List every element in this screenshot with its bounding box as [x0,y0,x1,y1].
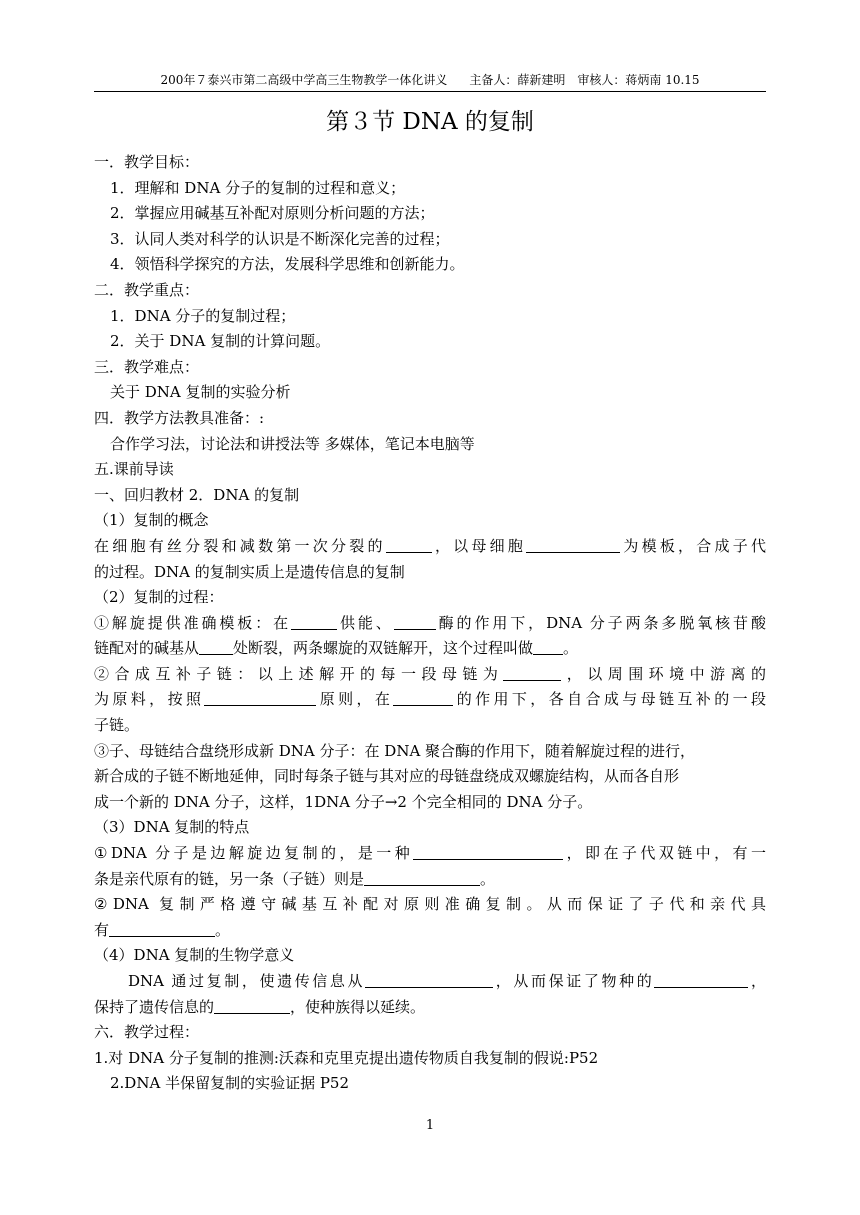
text-line: ①解旋提供准确模板：在 供能、 酶的作用下，DNA 分子两条多脱氧核苷酸 [94,613,766,632]
header-course: 200年７泰兴市第二高级中学高三生物教学一体化讲义 [160,73,448,87]
difficulty-text: 关于 DNA 复制的实验分析 [110,383,291,402]
page-header [94,71,766,91]
text-line: ②合成互补子链：以上述解开的每一段母链为 ，以周围环境中游离的 [94,664,766,683]
significance-heading: （4）DNA 复制的生物学意义 [94,946,295,965]
objective-item: 1．理解和 DNA 分子的复制的过程和意义； [110,178,406,197]
fill-blank[interactable] [214,998,290,1014]
text-line: 成一个新的 DNA 分子，这样，1DNA 分子→2 个完全相同的 DNA 分子。 [94,792,593,811]
fill-blank[interactable] [291,614,337,630]
text-line: 新合成的子链不断地延伸，同时每条子链与其对应的母链盘绕成双螺旋结构，从而各自形 [94,767,680,786]
objective-item: 4．领悟科学探究的方法，发展科学思维和创新能力。 [110,255,465,274]
fill-blank[interactable] [393,690,453,706]
fill-blank[interactable] [503,665,561,681]
section-heading: 五.课前导读 [94,460,174,479]
fill-blank[interactable] [204,690,316,706]
text-line: 有 。 [94,920,231,939]
fill-blank[interactable] [413,844,563,860]
section-heading: 二．教学重点： [94,280,200,299]
text-line: 在细胞有丝分裂和减数第一次分裂的 ，以母细胞 为模板，合成子代 [94,536,766,555]
section-heading: 六．教学过程： [94,1023,200,1042]
text-line: 子链。 [94,716,140,735]
text-line: ③子、母链结合盘绕形成新 DNA 分子：在 DNA 聚合酶的作用下，随着解旋过程的进行， [94,741,696,760]
text-line: 为原料，按照 原则，在 的作用下，各自合成与母链互补的一段 [94,690,766,709]
objective-item: 3．认同人类对科学的认识是不断深化完善的过程； [110,229,450,248]
method-text: 合作学习法，讨论法和讲授法等 多媒体，笔记本电脑等 [110,434,475,453]
keypoint-item: 1．DNA 分子的复制过程； [110,306,296,325]
text-line: ②DNA 复制严格遵守碱基互补配对原则准确复制。从而保证了子代和亲代具 [94,895,766,914]
page-title: 第３节 DNA 的复制 [326,109,534,135]
fill-blank[interactable] [365,972,493,988]
fill-blank[interactable] [386,537,432,553]
text-line: 保持了遗传信息的 ，使种族得以延续。 [94,997,426,1016]
fill-blank[interactable] [654,972,748,988]
keypoint-item: 2．关于 DNA 复制的计算问题。 [110,332,331,351]
fill-blank[interactable] [364,870,480,886]
header-reviewer: 审核人：蒋炳南 10.15 [577,73,700,87]
text-line: 条是亲代原有的链，另一条（子链）则是 。 [94,869,496,888]
text-line: 的过程。DNA 的复制实质上是遗传信息的复制 [94,562,405,581]
section-heading: 三．教学难点： [94,357,200,376]
fill-blank[interactable] [109,921,215,937]
fill-blank[interactable] [394,614,436,630]
text-line: DNA 通过复制，使遗传信息从 ，从而保证了物种的 ， [128,972,766,990]
fill-blank[interactable] [199,639,233,655]
text-line: 1.对 DNA 分子复制的推测:沃森和克里克提出遗传物质自我复制的假说:P52 [94,1048,599,1067]
text-line: ①DNA 分子是边解旋边复制的，是一种 ，即在子代双链中，有一 [94,844,766,863]
header-rule [94,91,766,92]
concept-heading: （1）复制的概念 [94,511,209,530]
features-heading: （3）DNA 复制的特点 [94,818,250,837]
text-line: 2.DNA 半保留复制的实验证据 P52 [110,1074,350,1093]
process-heading: （2）复制的过程： [94,588,224,607]
section-heading: 一．教学目标： [94,153,200,171]
page-number: 1 [425,1118,435,1133]
document-body [94,150,766,1097]
text-line: 链配对的碱基从 处断裂，两条螺旋的双链解开，这个过程叫做 。 [94,639,579,658]
objective-item: 2．掌握应用碱基互补配对原则分析问题的方法； [110,204,435,223]
header-author: 主备人：薛新建明 [469,73,566,87]
fill-blank[interactable] [533,639,563,655]
subsection-heading: 一、回归教材 2．DNA 的复制 [94,485,300,504]
fill-blank[interactable] [526,537,620,553]
section-heading: 四．教学方法教具准备：: [94,408,265,427]
